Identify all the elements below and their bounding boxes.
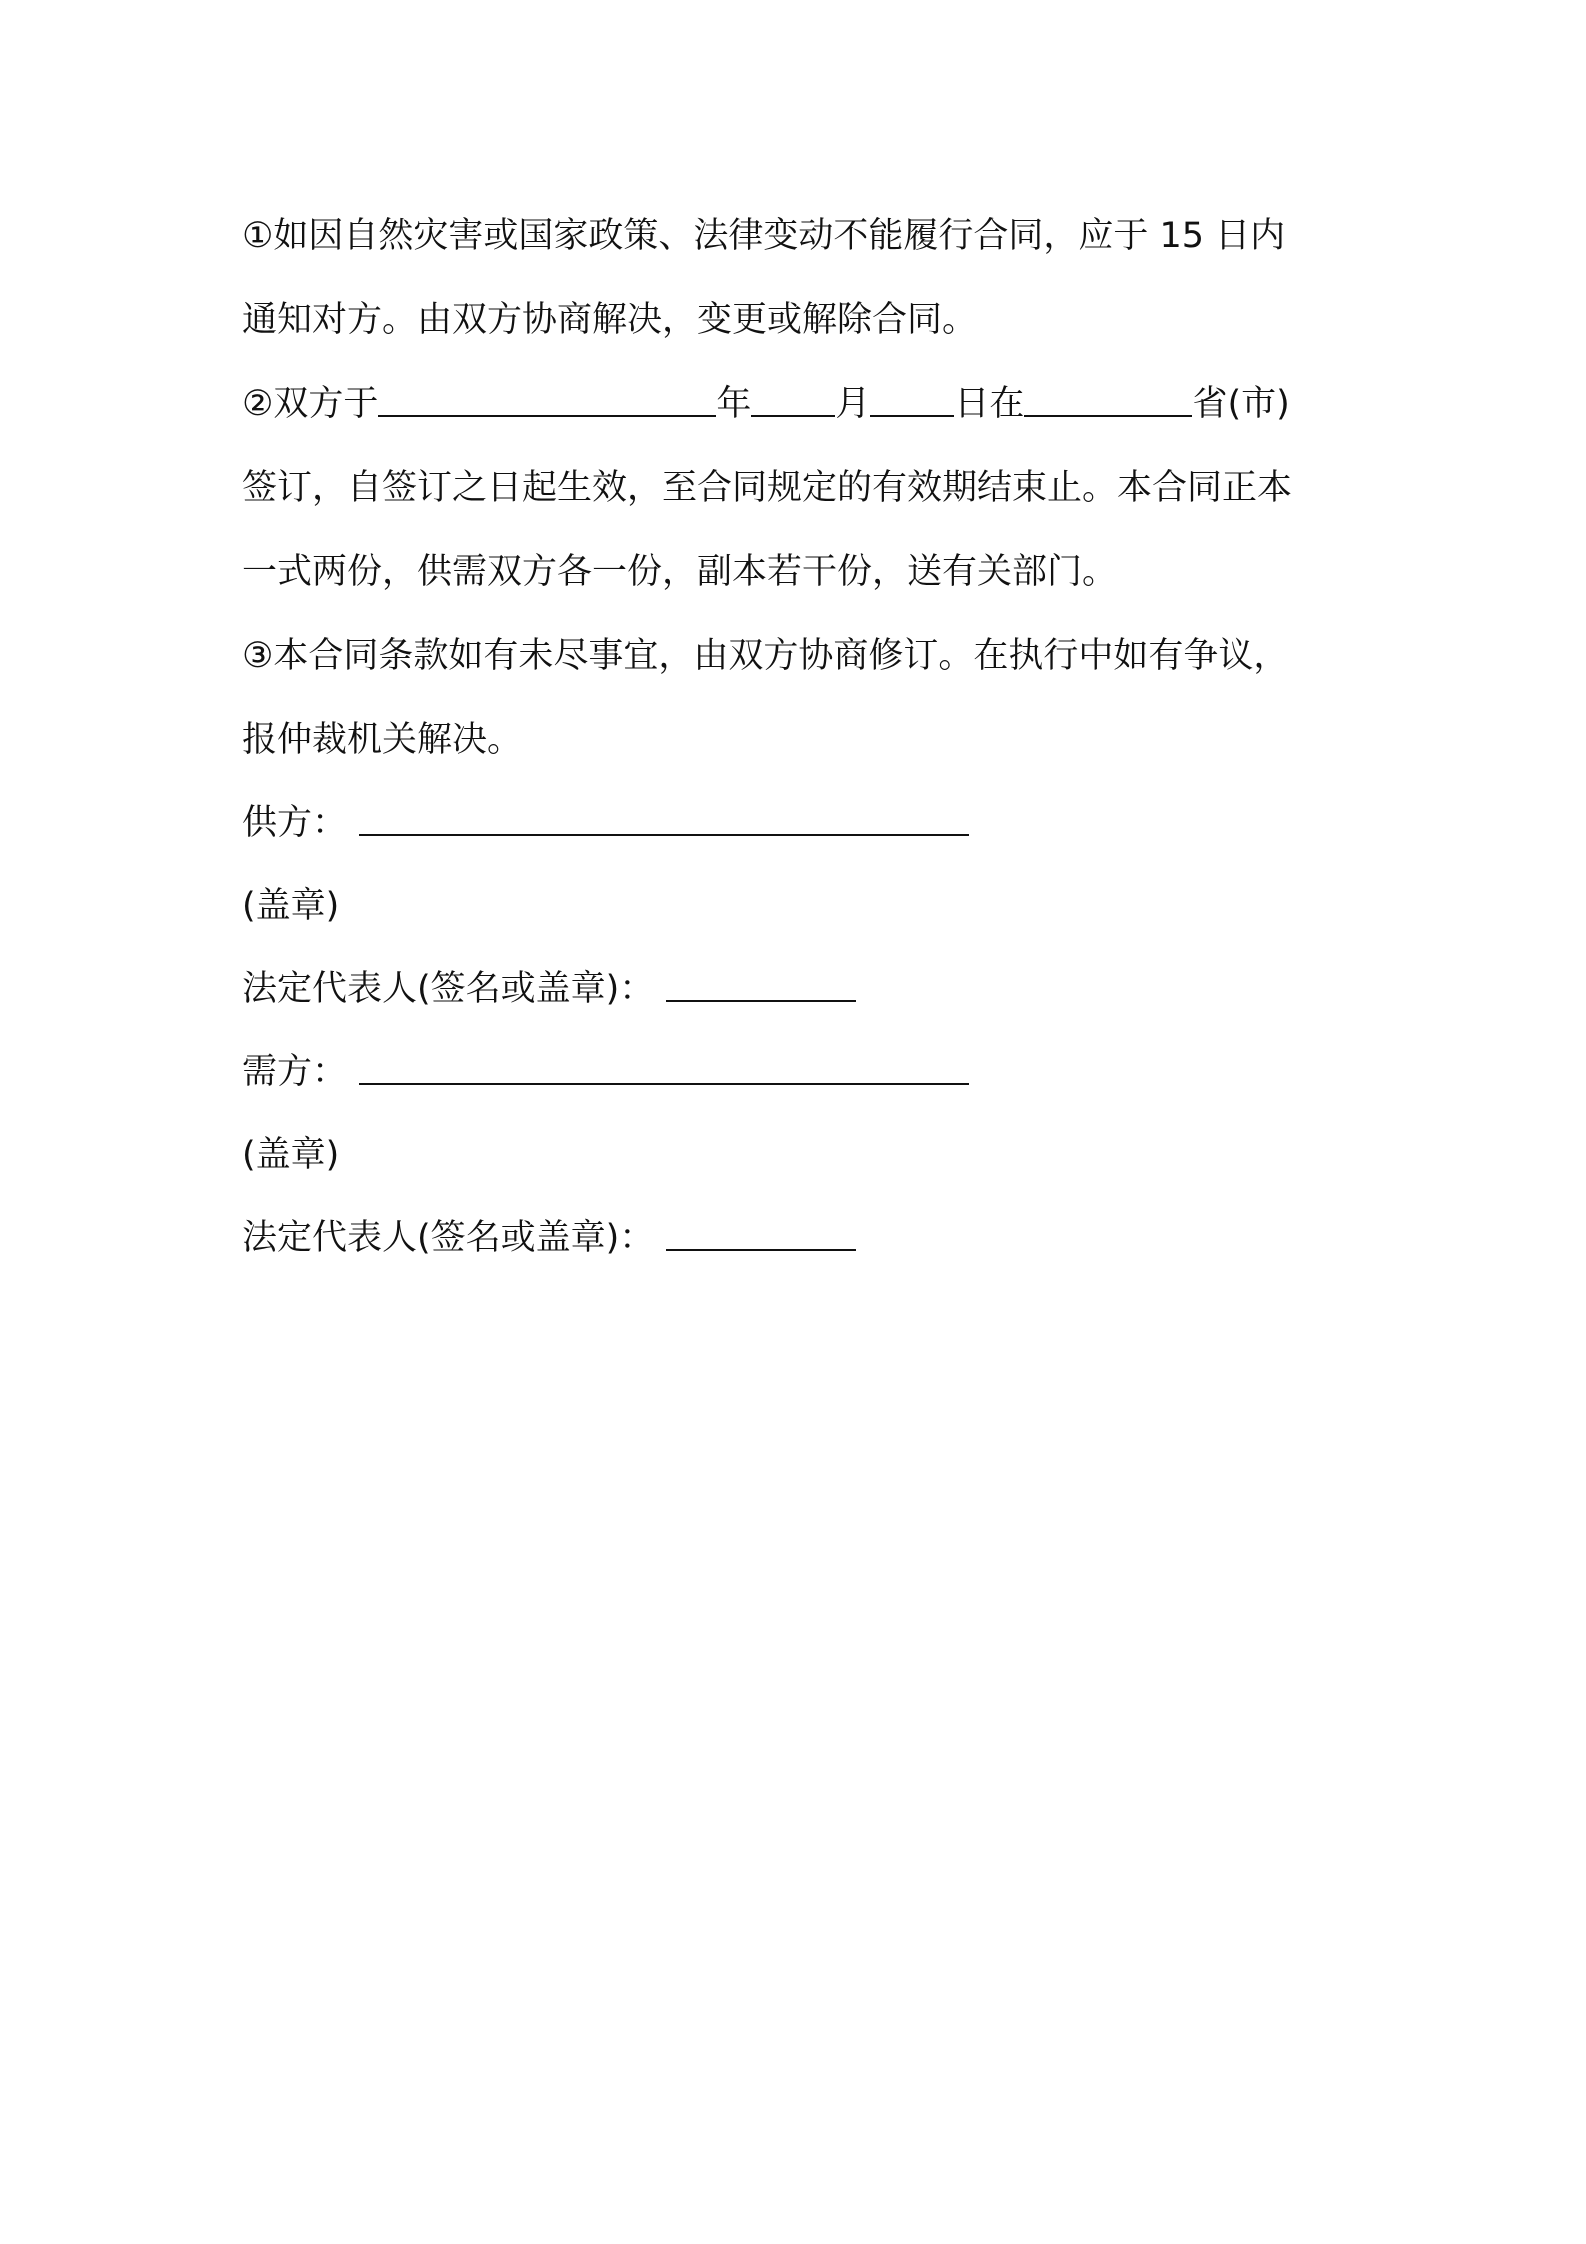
sign-year-field[interactable] <box>378 381 716 417</box>
clause-1-text-2: 通知对方。由双方协商解决，变更或解除合同。 <box>242 300 978 340</box>
day-at-label: 日在 <box>954 384 1025 424</box>
clause-3-text-1: ③本合同条款如有未尽事宜，由双方协商修订。在执行中如有争议， <box>242 636 1289 676</box>
supplier-field[interactable] <box>359 800 969 836</box>
clause-3-text-2: 报仲裁机关解决。 <box>242 720 523 760</box>
supplier-seal-line <box>242 865 1352 948</box>
buyer-label: 需方： <box>242 1052 348 1092</box>
sign-month-field[interactable] <box>751 381 835 417</box>
clause-1-line-1 <box>242 194 1352 278</box>
contract-body <box>242 194 1352 1280</box>
month-label: 月 <box>835 384 871 424</box>
clause-2-line-2 <box>242 446 1352 530</box>
buyer-line <box>242 1031 1352 1114</box>
supplier-rep-field[interactable] <box>666 966 856 1002</box>
supplier-seal-label: (盖章) <box>242 886 340 926</box>
clause-1-line-2 <box>242 278 1352 362</box>
sign-province-field[interactable] <box>1024 381 1192 417</box>
clause-2-prefix: ②双方于 <box>242 384 379 424</box>
buyer-seal-label: (盖章) <box>242 1135 340 1175</box>
supplier-line <box>242 782 1352 865</box>
year-label: 年 <box>716 384 752 424</box>
buyer-rep-line <box>242 1197 1352 1280</box>
clause-3-line-2 <box>242 698 1352 782</box>
province-label: 省(市) <box>1192 384 1290 424</box>
clause-1-text-1: ①如因自然灾害或国家政策、法律变动不能履行合同，应于 15 日内 <box>242 216 1286 256</box>
clause-2-text-2: 签订，自签订之日起生效，至合同规定的有效期结束止。本合同正本 <box>242 468 1293 508</box>
clause-2-line-1 <box>242 362 1352 446</box>
sign-day-field[interactable] <box>870 381 954 417</box>
clause-2-text-3: 一式两份，供需双方各一份，副本若干份，送有关部门。 <box>242 552 1118 592</box>
buyer-seal-line <box>242 1114 1352 1197</box>
clause-2-line-3 <box>242 530 1352 614</box>
clause-3-line-1 <box>242 614 1352 698</box>
supplier-rep-label: 法定代表人(签名或盖章)： <box>242 969 655 1009</box>
buyer-rep-field[interactable] <box>666 1215 856 1251</box>
supplier-rep-line <box>242 948 1352 1031</box>
buyer-field[interactable] <box>359 1049 969 1085</box>
supplier-label: 供方： <box>242 803 348 843</box>
buyer-rep-label: 法定代表人(签名或盖章)： <box>242 1218 655 1258</box>
